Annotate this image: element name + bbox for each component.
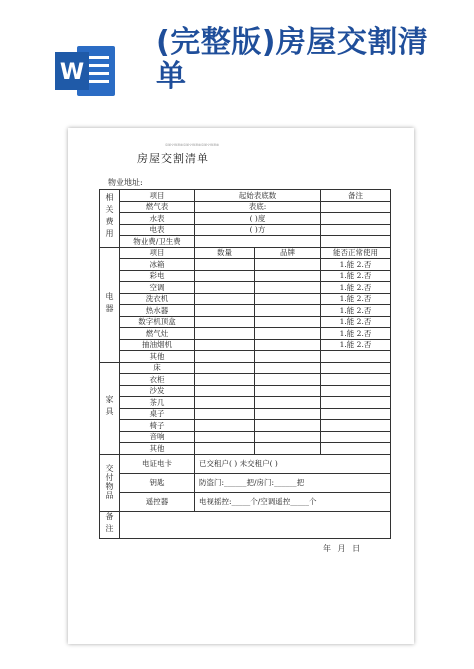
brand-cell[interactable] xyxy=(255,351,321,363)
usable-cell[interactable] xyxy=(321,397,391,409)
appliance-section-label: 电器 xyxy=(100,247,120,362)
appliance-name: 数字机顶盒 xyxy=(120,316,195,328)
meter-name: 电表 xyxy=(120,224,195,236)
qty-cell[interactable] xyxy=(195,431,255,443)
qty-cell[interactable] xyxy=(195,351,255,363)
furniture-name: 沙发 xyxy=(120,385,195,397)
meter-section-label: 相关费用 xyxy=(100,190,120,248)
usable-cell[interactable]: 1.能 2.否 xyxy=(321,328,391,340)
usable-cell[interactable]: 1.能 2.否 xyxy=(321,270,391,282)
meter-remark[interactable] xyxy=(321,213,391,225)
col-remark: 备注 xyxy=(321,190,391,202)
qty-cell[interactable] xyxy=(195,443,255,455)
usable-cell[interactable] xyxy=(321,443,391,455)
meter-remark[interactable] xyxy=(321,224,391,236)
delivery-name: 电证电卡 xyxy=(120,454,195,473)
appliance-name: 空调 xyxy=(120,282,195,294)
usable-cell[interactable] xyxy=(321,420,391,432)
meter-value[interactable]: ( )度 xyxy=(195,213,321,225)
doc-fine-print: 房屋交割清单房屋交割清单房屋交割清单 xyxy=(165,143,220,146)
meter-name: 物业费/卫生费 xyxy=(120,236,195,248)
brand-cell[interactable] xyxy=(255,328,321,340)
qty-cell[interactable] xyxy=(195,282,255,294)
col-reading: 起始表底数 xyxy=(195,190,321,202)
appliance-name: 冰箱 xyxy=(120,259,195,271)
furniture-name: 椅子 xyxy=(120,420,195,432)
col-brand: 品牌 xyxy=(255,247,321,259)
meter-name: 燃气表 xyxy=(120,201,195,213)
delivery-detail[interactable]: 防盗门:______把/房门:______把 xyxy=(195,473,391,492)
usable-cell[interactable]: 1.能 2.否 xyxy=(321,316,391,328)
signature-date: 年 月 日 xyxy=(323,544,363,553)
furniture-name: 衣柜 xyxy=(120,374,195,386)
meter-value[interactable] xyxy=(195,236,321,248)
usable-cell[interactable] xyxy=(321,385,391,397)
brand-cell[interactable] xyxy=(255,316,321,328)
brand-cell[interactable] xyxy=(255,374,321,386)
qty-cell[interactable] xyxy=(195,397,255,409)
remark-field[interactable] xyxy=(120,511,391,538)
meter-value[interactable]: ( )方 xyxy=(195,224,321,236)
delivery-detail[interactable]: 电视摇控:_____个/空调遥控_____个 xyxy=(195,492,391,511)
col-item: 项目 xyxy=(120,247,195,259)
delivery-section-label: 交付物品 xyxy=(100,454,120,511)
brand-cell[interactable] xyxy=(255,282,321,294)
meter-name: 水表 xyxy=(120,213,195,225)
appliance-name: 抽油烟机 xyxy=(120,339,195,351)
furniture-name: 茶几 xyxy=(120,397,195,409)
brand-cell[interactable] xyxy=(255,362,321,374)
brand-cell[interactable] xyxy=(255,408,321,420)
col-item: 项目 xyxy=(120,190,195,202)
word-doc-icon xyxy=(55,42,117,100)
brand-cell[interactable] xyxy=(255,431,321,443)
qty-cell[interactable] xyxy=(195,328,255,340)
qty-cell[interactable] xyxy=(195,362,255,374)
svg-text:W: W xyxy=(59,60,85,85)
doc-title: 房屋交割清单 xyxy=(137,152,209,165)
brand-cell[interactable] xyxy=(255,305,321,317)
meter-remark[interactable] xyxy=(321,201,391,213)
col-usable: 能否正常使用 xyxy=(321,247,391,259)
brand-cell[interactable] xyxy=(255,293,321,305)
usable-cell[interactable]: 1.能 2.否 xyxy=(321,305,391,317)
page-title: (完整版)房屋交割清单 xyxy=(156,25,429,94)
usable-cell[interactable]: 1.能 2.否 xyxy=(321,259,391,271)
usable-cell[interactable]: 1.能 2.否 xyxy=(321,339,391,351)
qty-cell[interactable] xyxy=(195,270,255,282)
appliance-name: 洗衣机 xyxy=(120,293,195,305)
furniture-section-label: 家具 xyxy=(100,362,120,454)
qty-cell[interactable] xyxy=(195,305,255,317)
furniture-name: 床 xyxy=(120,362,195,374)
appliance-name: 彩电 xyxy=(120,270,195,282)
usable-cell[interactable]: 1.能 2.否 xyxy=(321,282,391,294)
appliance-name: 其他 xyxy=(120,351,195,363)
qty-cell[interactable] xyxy=(195,374,255,386)
usable-cell[interactable] xyxy=(321,431,391,443)
furniture-name: 音响 xyxy=(120,431,195,443)
qty-cell[interactable] xyxy=(195,293,255,305)
delivery-name: 遥控器 xyxy=(120,492,195,511)
delivery-detail[interactable]: 已交租户( ) 未交租户( ) xyxy=(195,454,391,473)
brand-cell[interactable] xyxy=(255,385,321,397)
handover-table xyxy=(99,189,391,539)
furniture-name: 其他 xyxy=(120,443,195,455)
appliance-name: 热水器 xyxy=(120,305,195,317)
brand-cell[interactable] xyxy=(255,339,321,351)
brand-cell[interactable] xyxy=(255,259,321,271)
furniture-name: 桌子 xyxy=(120,408,195,420)
qty-cell[interactable] xyxy=(195,259,255,271)
usable-cell[interactable] xyxy=(321,362,391,374)
delivery-name: 钥匙 xyxy=(120,473,195,492)
usable-cell[interactable] xyxy=(321,351,391,363)
brand-cell[interactable] xyxy=(255,420,321,432)
col-qty: 数量 xyxy=(195,247,255,259)
qty-cell[interactable] xyxy=(195,408,255,420)
usable-cell[interactable] xyxy=(321,374,391,386)
usable-cell[interactable] xyxy=(321,408,391,420)
meter-value[interactable]: 表底: xyxy=(195,201,321,213)
qty-cell[interactable] xyxy=(195,316,255,328)
header-banner xyxy=(0,0,474,118)
brand-cell[interactable] xyxy=(255,397,321,409)
qty-cell[interactable] xyxy=(195,420,255,432)
property-address-label: 物业地址: xyxy=(108,178,143,187)
usable-cell[interactable]: 1.能 2.否 xyxy=(321,293,391,305)
qty-cell[interactable] xyxy=(195,385,255,397)
brand-cell[interactable] xyxy=(255,443,321,455)
qty-cell[interactable] xyxy=(195,339,255,351)
meter-remark[interactable] xyxy=(321,236,391,248)
remark-section-label: 备注 xyxy=(100,511,120,538)
appliance-name: 燃气灶 xyxy=(120,328,195,340)
brand-cell[interactable] xyxy=(255,270,321,282)
